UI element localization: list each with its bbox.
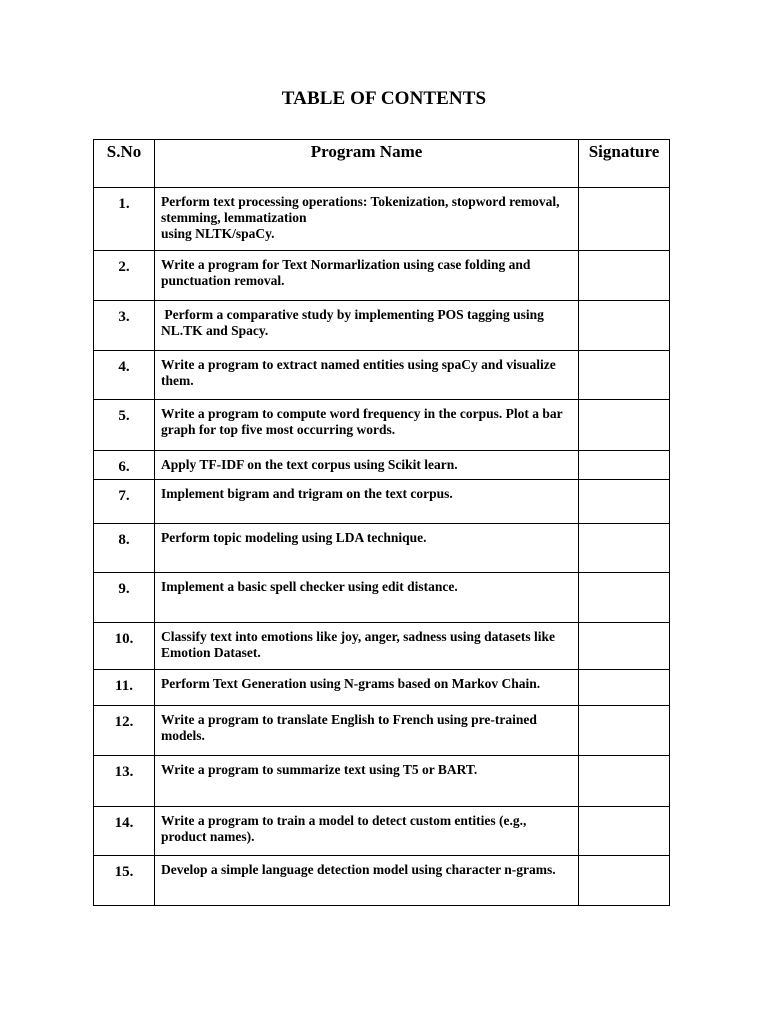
table-row	[94, 670, 670, 706]
serial-number: 15.	[94, 856, 155, 906]
program-name-cell	[155, 351, 579, 400]
serial-number: 14.	[94, 807, 155, 856]
table-row	[94, 807, 670, 856]
program-name: Perform text processing operations: Tokenization, stopword removal, stemming, lemmatization using NLTK/spaCy.	[161, 194, 560, 241]
program-name: Perform Text Generation using N-grams based on Markov Chain.	[161, 676, 541, 691]
program-name: Write a program to translate English to French using pre-trained models.	[161, 712, 541, 743]
program-name-cell	[155, 807, 579, 856]
signature-cell	[579, 251, 670, 301]
signature-cell	[579, 623, 670, 670]
program-name: Apply TF-IDF on the text corpus using Scikit learn.	[161, 457, 458, 472]
program-name-cell	[155, 301, 579, 351]
serial-number: 11.	[94, 670, 155, 706]
program-name-cell	[155, 524, 579, 573]
signature-cell	[579, 856, 670, 906]
page-title: TABLE OF CONTENTS	[281, 88, 487, 109]
table-row	[94, 480, 670, 524]
signature-cell	[579, 670, 670, 706]
table-row	[94, 756, 670, 807]
program-name-header: Program Name	[155, 140, 579, 188]
program-name: Write a program to compute word frequency in the corpus. Plot a bar graph for top five most occurring words.	[161, 406, 566, 437]
program-name: Perform a comparative study by implementing POS tagging using NL.TK and Spacy.	[161, 307, 548, 338]
serial-number: 1.	[94, 188, 155, 251]
program-name: Implement a basic spell checker using edit distance.	[161, 579, 458, 594]
program-name-cell	[155, 188, 579, 251]
serial-number: 10.	[94, 623, 155, 670]
table-row	[94, 856, 670, 906]
signature-cell	[579, 188, 670, 251]
contents-table	[93, 139, 670, 906]
program-name: Write a program to train a model to detect custom entities (e.g., product names).	[161, 813, 530, 844]
serial-number: 5.	[94, 400, 155, 451]
program-name: Write a program to extract named entities using spaCy and visualize them.	[161, 357, 560, 388]
program-name-cell	[155, 756, 579, 807]
table-row	[94, 351, 670, 400]
table-row	[94, 623, 670, 670]
program-name: Write a program to summarize text using T5 or BART.	[161, 762, 478, 777]
program-name-cell	[155, 670, 579, 706]
signature-cell	[579, 573, 670, 623]
serial-number: 12.	[94, 706, 155, 756]
serial-number: 3.	[94, 301, 155, 351]
serial-number: 6.	[94, 451, 155, 480]
signature-header: Signature	[579, 140, 670, 188]
signature-cell	[579, 480, 670, 524]
serial-number: 7.	[94, 480, 155, 524]
program-name-cell	[155, 251, 579, 301]
table-row	[94, 524, 670, 573]
sno-header: S.No	[94, 140, 155, 188]
program-name: Develop a simple language detection model using character n-grams.	[161, 862, 556, 877]
program-name-cell	[155, 856, 579, 906]
signature-cell	[579, 351, 670, 400]
program-name-cell	[155, 400, 579, 451]
header-row	[94, 140, 670, 188]
program-name: Write a program for Text Normarlization using case folding and punctuation removal.	[161, 257, 534, 288]
serial-number: 2.	[94, 251, 155, 301]
signature-cell	[579, 400, 670, 451]
signature-cell	[579, 706, 670, 756]
table-row	[94, 706, 670, 756]
serial-number: 8.	[94, 524, 155, 573]
program-name-cell	[155, 623, 579, 670]
table-row	[94, 251, 670, 301]
signature-cell	[579, 451, 670, 480]
program-name: Implement bigram and trigram on the text corpus.	[161, 486, 453, 501]
table-row	[94, 451, 670, 480]
program-name: Perform topic modeling using LDA technique.	[161, 530, 427, 545]
program-name-cell	[155, 573, 579, 623]
table-row	[94, 400, 670, 451]
program-name-cell	[155, 451, 579, 480]
signature-cell	[579, 756, 670, 807]
serial-number: 13.	[94, 756, 155, 807]
serial-number: 4.	[94, 351, 155, 400]
serial-number: 9.	[94, 573, 155, 623]
signature-cell	[579, 301, 670, 351]
table-row	[94, 188, 670, 251]
signature-cell	[579, 807, 670, 856]
table-row	[94, 301, 670, 351]
program-name-cell	[155, 480, 579, 524]
program-name: Classify text into emotions like joy, anger, sadness using datasets like Emotion Dataset.	[161, 629, 559, 660]
program-name-cell	[155, 706, 579, 756]
signature-cell	[579, 524, 670, 573]
table-row	[94, 573, 670, 623]
